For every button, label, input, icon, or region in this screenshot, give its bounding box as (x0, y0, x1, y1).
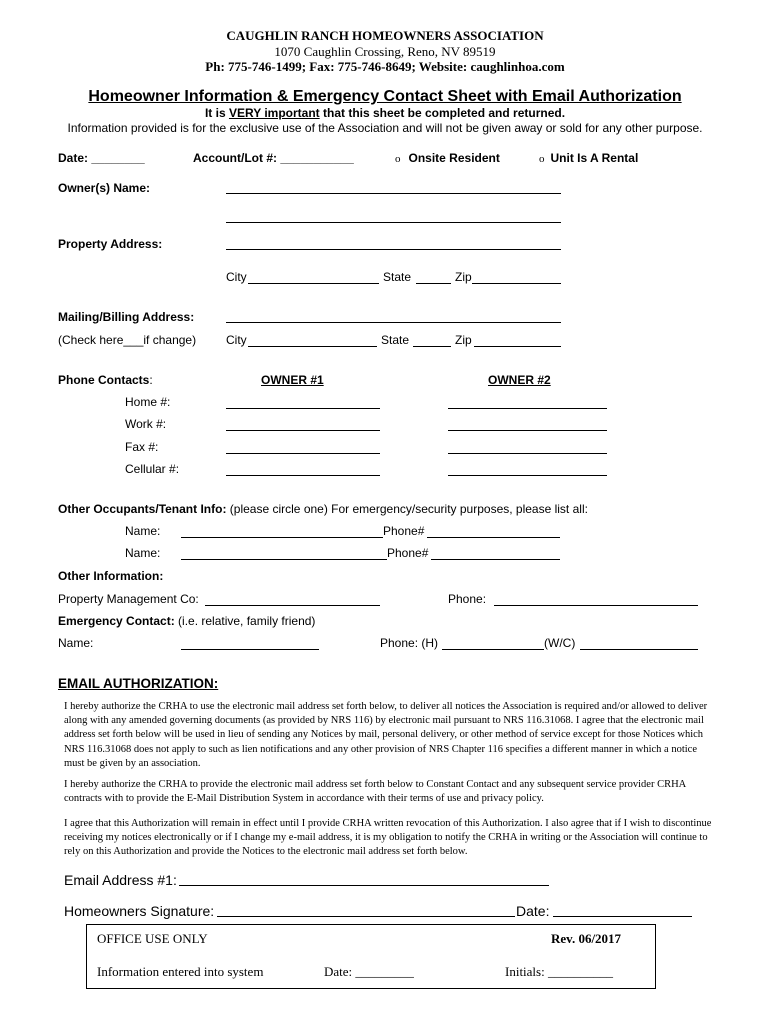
property-city-line[interactable] (248, 283, 379, 284)
org-contact: Ph: 775-746-1499; Fax: 775-746-8649; Website: caughlinhoa.com (205, 59, 565, 74)
occupant-name-line-2[interactable] (181, 559, 387, 560)
phone-contacts-colon: : (149, 373, 153, 387)
email-auth-paragraph-2: I hereby authorize the CRHA to provide the electronic mail address set forth below to Constant Contact and any subsequent service provider CRHA contracts with to provide the E-Mail Distribution System in accordance with their terms of use and privacy policy. (64, 779, 686, 805)
property-mgmt-label: Property Management Co: (58, 592, 199, 606)
checkbox-circle-icon[interactable]: o (539, 153, 545, 165)
owner2-work-line[interactable] (448, 430, 607, 431)
mailing-address-line[interactable] (226, 322, 561, 323)
subtitle-emphasis: VERY important (228, 106, 320, 120)
owner2-cellular-line[interactable] (448, 475, 607, 476)
account-lot-field-label[interactable]: Account/Lot #: ___________ (193, 151, 354, 165)
phone-contacts-label (58, 373, 153, 387)
emergency-phone-wc-line[interactable] (580, 649, 698, 650)
org-address: 1070 Caughlin Crossing, Reno, NV 89519 (274, 44, 496, 59)
owners-name-label: Owner(s) Name: (58, 181, 151, 195)
email-auth-paragraph-1: I hereby authorize the CRHA to use the electronic mail address set forth below, to deliver all notices the Association is required and/or allowed to deliver along with any amended governing documents (as provided by NRS 116) by electronic mail pursuant to NRS 116.31068. I agree that the electronic mail address set forth below will be used in lieu of sending any Notices by mail, personal delivery, or other method of service except for those Notices which NRS 116.31068 does not apply to such as lien notifications and any other provision of NRS Chapter 116 specifies a different manner in which a notice must be given by an association. (64, 701, 708, 769)
homeowners-signature-label: Homeowners Signature: (64, 903, 215, 919)
email-address-label: Email Address #1: (64, 872, 177, 888)
occupants-label: Other Occupants/Tenant Info: (58, 502, 227, 516)
owner2-fax-line[interactable] (448, 453, 607, 454)
owners-name-line-1[interactable] (226, 193, 561, 194)
mailing-zip-line[interactable] (474, 346, 561, 347)
mailing-address-label: Mailing/Billing Address: (58, 310, 195, 324)
property-zip-label: Zip (455, 270, 472, 284)
occupants-text: (please circle one) For emergency/security purposes, please list all: (226, 502, 588, 516)
occupant-name-label: Name: (125, 546, 161, 560)
occupant-phone-line-1[interactable] (427, 537, 560, 538)
office-initials-field[interactable]: Initials: __________ (505, 964, 613, 979)
emergency-name-line[interactable] (181, 649, 319, 650)
occupant-name-label: Name: (125, 524, 161, 538)
mailing-state-label: State (381, 333, 410, 347)
emergency-phone-h-line[interactable] (442, 649, 544, 650)
office-date-field[interactable]: Date: _________ (324, 964, 414, 979)
notice-text: Information provided is for the exclusive use of the Association and will not be given away or sold for any other purpose. (67, 121, 703, 135)
cellular-label: Cellular #: (125, 462, 180, 476)
owners-name-line-2[interactable] (226, 222, 561, 223)
owner2-home-line[interactable] (448, 408, 607, 409)
owner1-fax-line[interactable] (226, 453, 380, 454)
work-phone-label: Work #: (125, 417, 167, 431)
org-name: CAUGHLIN RANCH HOMEOWNERS ASSOCIATION (226, 28, 544, 43)
onsite-resident-option[interactable] (395, 151, 500, 165)
date-field-label[interactable]: Date: ________ (58, 151, 145, 165)
owner-1-heading: OWNER #1 (261, 373, 324, 387)
property-address-label: Property Address: (58, 237, 163, 251)
occupant-phone-line-2[interactable] (431, 559, 560, 560)
occupant-name-line-1[interactable] (181, 537, 383, 538)
property-state-line[interactable] (416, 283, 451, 284)
owner-2-heading: OWNER #2 (488, 373, 551, 387)
subtitle-post: that this sheet be completed and returned. (319, 106, 566, 120)
page-title: Homeowner Information & Emergency Contact Sheet with Email Authorization (88, 88, 682, 105)
checkbox-circle-icon[interactable]: o (395, 153, 401, 165)
revision-label: Rev. 06/2017 (551, 931, 622, 946)
owner1-cellular-line[interactable] (226, 475, 380, 476)
emergency-contact-text: (i.e. relative, family friend) (174, 614, 316, 628)
signature-field[interactable] (217, 902, 515, 917)
occupant-phone-label: Phone# (387, 546, 429, 560)
property-mgmt-phone-label: Phone: (448, 592, 487, 606)
rental-label: Unit Is A Rental (550, 151, 639, 165)
occupants-heading (58, 502, 588, 516)
owner1-home-line[interactable] (226, 408, 380, 409)
mailing-city-label: City (226, 333, 247, 347)
property-zip-line[interactable] (472, 283, 561, 284)
property-mgmt-phone-line[interactable] (494, 605, 698, 606)
other-info-label: Other Information: (58, 569, 164, 583)
emergency-contact-label: Emergency Contact: (58, 614, 175, 628)
email-auth-paragraph-3: I agree that this Authorization will remain in effect until I provide CRHA written revocation of this Authorization. I also agree that if I wish to discontinue receiving my notices electronically or if I change my e-mail address, it is my obligation to notify the CRHA in writing or the Association will continue to rely on this Authorization and provide the Notices to the electronic mail address set forth below. (64, 818, 712, 858)
home-phone-label: Home #: (125, 395, 171, 409)
signature-date-label: Date: (516, 903, 550, 919)
email-authorization-heading: EMAIL AUTHORIZATION: (58, 676, 219, 691)
subtitle-pre: It is (204, 106, 229, 120)
fax-label: Fax #: (125, 440, 159, 454)
property-mgmt-line[interactable] (205, 605, 380, 606)
emergency-name-label: Name: (58, 636, 94, 650)
emergency-contact-heading (58, 614, 315, 628)
mailing-city-line[interactable] (248, 346, 377, 347)
office-use-title: OFFICE USE ONLY (97, 931, 208, 946)
subtitle (0, 106, 770, 120)
mailing-state-line[interactable] (413, 346, 451, 347)
info-entered-label: Information entered into system (97, 964, 264, 979)
onsite-resident-label: Onsite Resident (408, 151, 500, 165)
check-here-text[interactable]: (Check here___if change) (58, 333, 197, 347)
signature-date-field[interactable] (553, 902, 692, 917)
property-city-label: City (226, 270, 247, 284)
phone-contacts-text: Phone Contacts (58, 373, 150, 387)
property-state-label: State (383, 270, 412, 284)
rental-option[interactable] (539, 151, 638, 165)
emergency-phone-h-label: Phone: (H) (380, 636, 439, 650)
property-address-line[interactable] (226, 249, 561, 250)
occupant-phone-label: Phone# (383, 524, 425, 538)
emergency-phone-wc-label: (W/C) (544, 636, 576, 650)
owner1-work-line[interactable] (226, 430, 380, 431)
mailing-zip-label: Zip (455, 333, 472, 347)
email-address-field[interactable] (179, 871, 549, 886)
